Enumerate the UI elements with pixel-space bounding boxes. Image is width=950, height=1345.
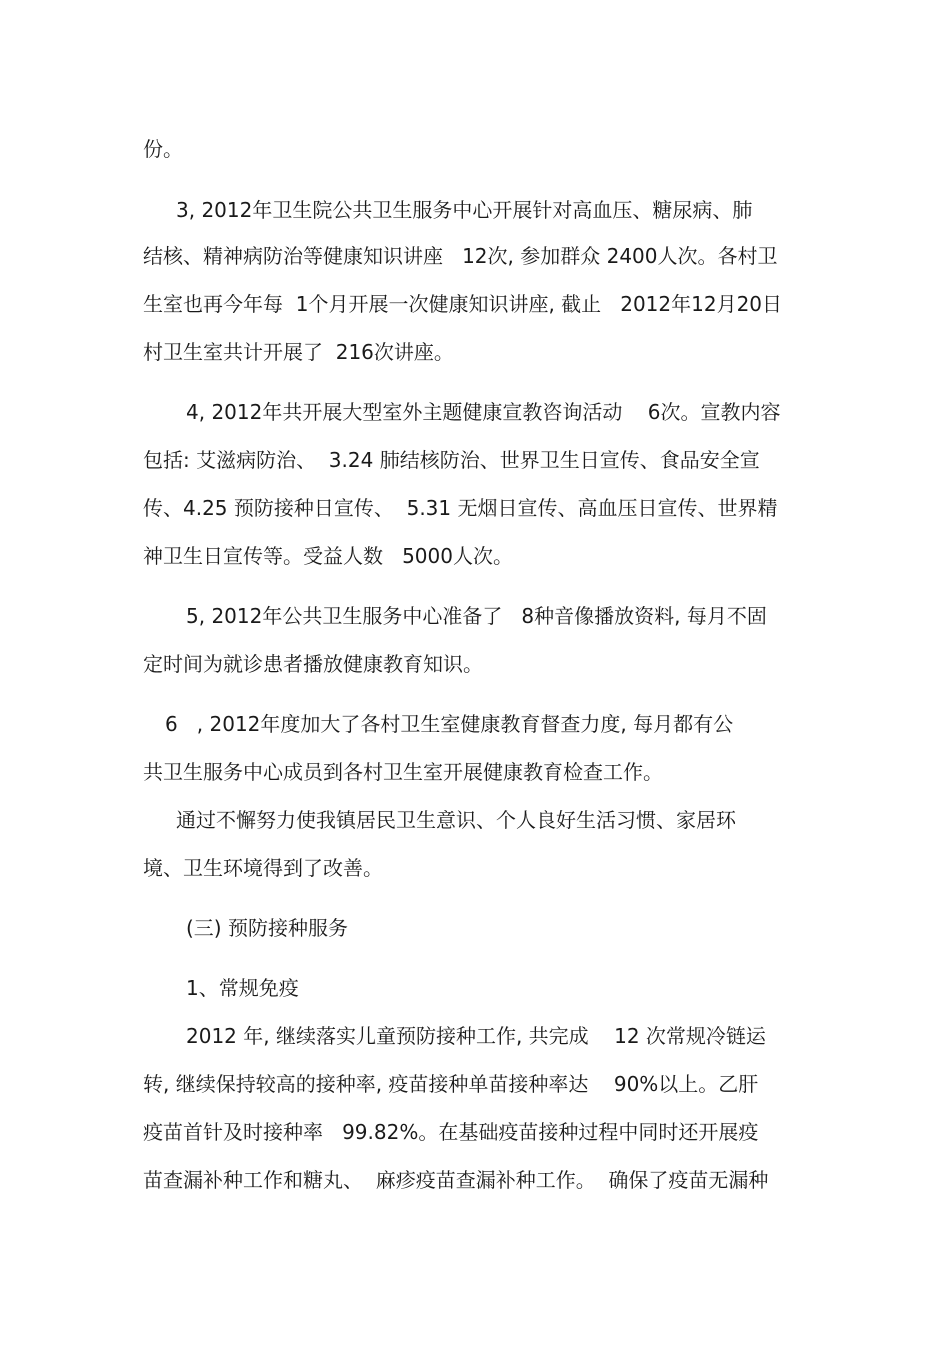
subsection-heading: 1、常规免疫 bbox=[186, 976, 299, 1000]
paragraph-line-3: 结核、精神病防治等健康知识讲座 12次, 参加群众 2400人次。各村卫 bbox=[143, 244, 778, 268]
paragraph-line-14: 通过不懈努力使我镇居民卫生意识、个人良好生活习惯、家居环 bbox=[176, 808, 736, 832]
paragraph-line-9: 神卫生日宣传等。受益人数 5000人次。 bbox=[143, 544, 513, 568]
paragraph-line-2: 3, 2012年卫生院公共卫生服务中心开展针对高血压、糖尿病、肺 bbox=[176, 198, 753, 222]
paragraph-line-10: 5, 2012年公共卫生服务中心准备了 8种音像播放资料, 每月不固 bbox=[186, 604, 767, 628]
paragraph-line-13: 共卫生服务中心成员到各村卫生室开展健康教育检查工作。 bbox=[143, 760, 663, 784]
paragraph-line-12: 6 , 2012年度加大了各村卫生室健康教育督查力度, 每月都有公 bbox=[165, 712, 734, 736]
paragraph-line-21: 苗查漏补种工作和糖丸、 麻疹疫苗查漏补种工作。 确保了疫苗无漏种 bbox=[143, 1168, 769, 1192]
paragraph-line-5: 村卫生室共计开展了 216次讲座。 bbox=[143, 340, 454, 364]
paragraph-line-8: 传、4.25 预防接种日宣传、 5.31 无烟日宣传、高血压日宣传、世界精 bbox=[143, 496, 778, 520]
paragraph-line-11: 定时间为就诊患者播放健康教育知识。 bbox=[143, 652, 483, 676]
paragraph-line-19: 转, 继续保持较高的接种率, 疫苗接种单苗接种率达 90%以上。乙肝 bbox=[143, 1072, 759, 1096]
paragraph-line-7: 包括: 艾滋病防治、 3.24 肺结核防治、世界卫生日宣传、食品安全宣 bbox=[143, 448, 760, 472]
paragraph-line-18: 2012 年, 继续落实儿童预防接种工作, 共完成 12 次常规冷链运 bbox=[186, 1024, 766, 1048]
paragraph-line-6: 4, 2012年共开展大型室外主题健康宣教咨询活动 6次。宣教内容 bbox=[186, 400, 781, 424]
paragraph-line-20: 疫苗首针及时接种率 99.82%。在基础疫苗接种过程中同时还开展疫 bbox=[143, 1120, 759, 1144]
paragraph-line-4: 生室也再今年每 1个月开展一次健康知识讲座, 截止 2012年12月20日 bbox=[143, 292, 783, 316]
paragraph-line-15: 境、卫生环境得到了改善。 bbox=[143, 856, 383, 880]
section-heading: (三) 预防接种服务 bbox=[186, 916, 348, 940]
paragraph-line-1: 份。 bbox=[143, 137, 183, 161]
